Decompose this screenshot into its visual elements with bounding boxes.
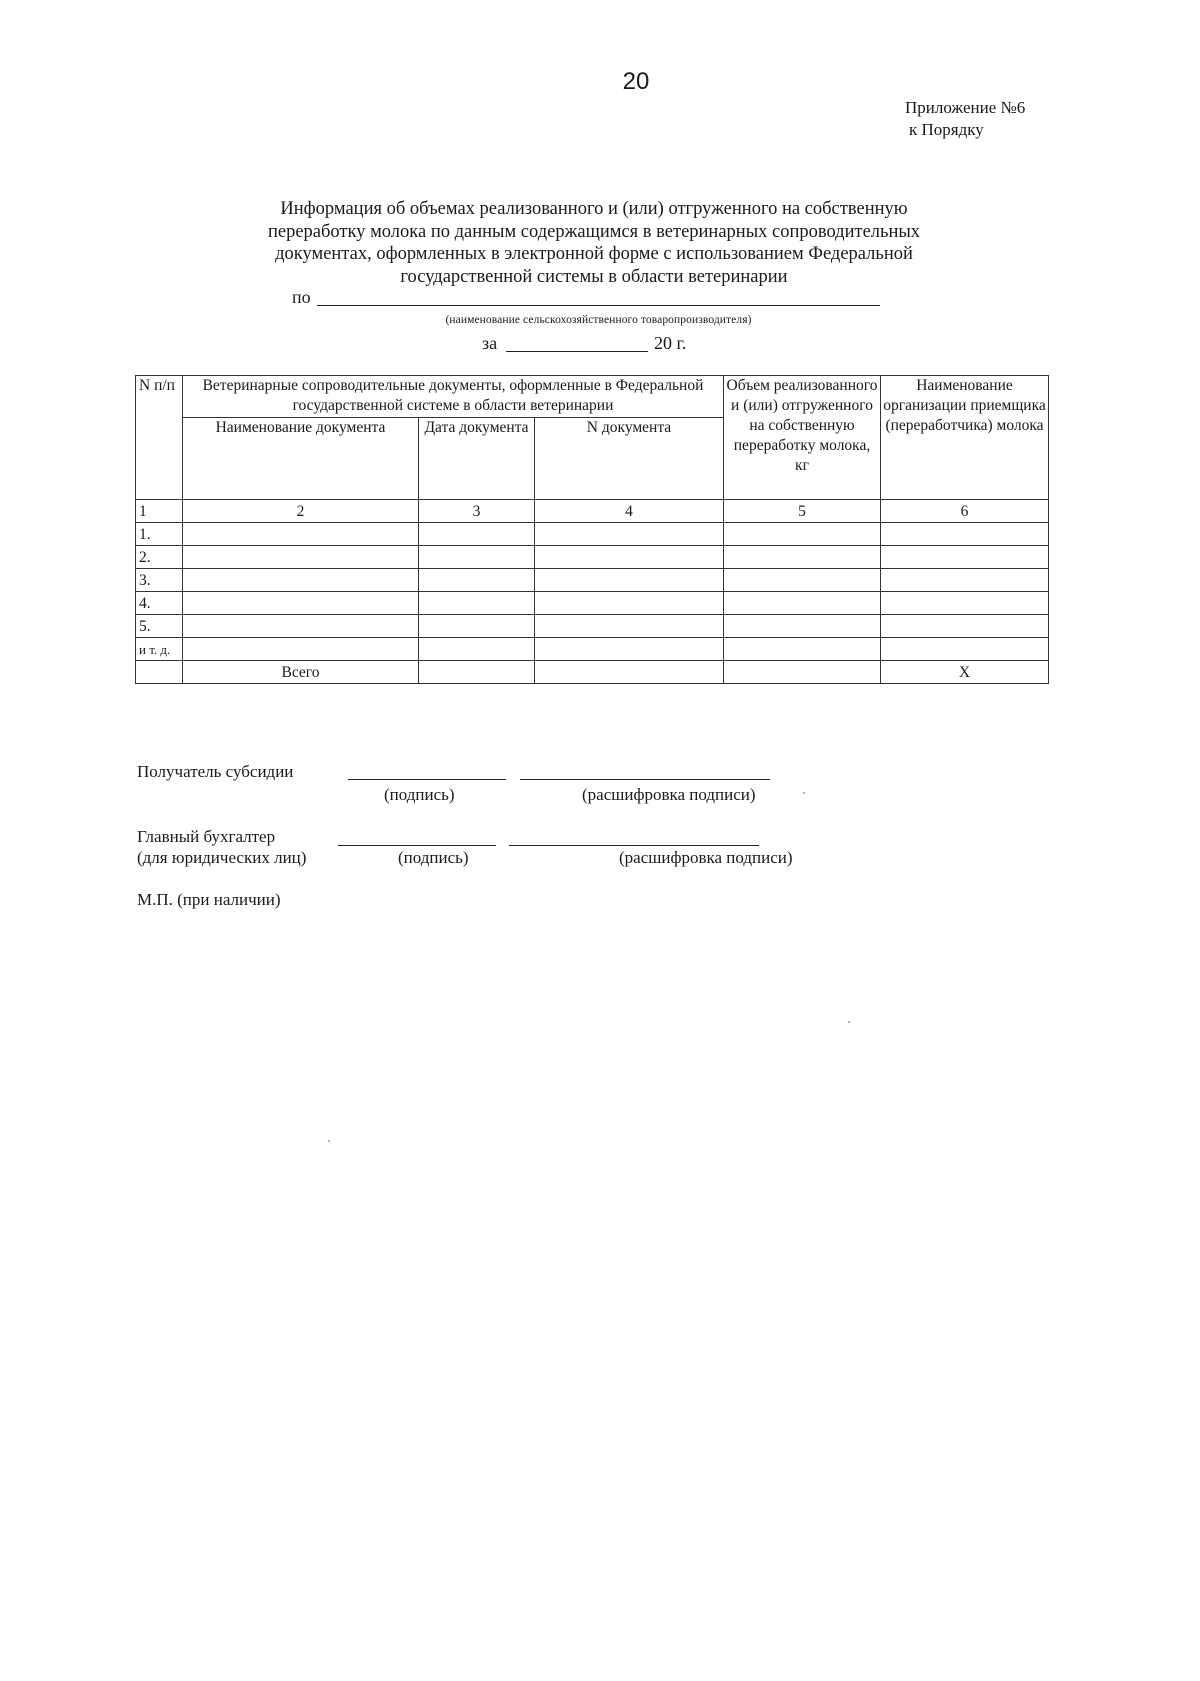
column-number: 5 — [724, 500, 881, 523]
cell-document-date[interactable] — [419, 523, 535, 546]
total-label: Всего — [183, 661, 419, 684]
cell-document-name[interactable] — [183, 546, 419, 569]
cell-document-name[interactable] — [183, 638, 419, 661]
cell-volume[interactable] — [724, 638, 881, 661]
recipient-decode-caption: (расшифровка подписи) — [582, 785, 756, 804]
cell-volume[interactable] — [724, 615, 881, 638]
stamp-label: М.П. (при наличии) — [137, 890, 281, 909]
header-document-date: Дата документа — [419, 418, 535, 500]
cell-receiver[interactable] — [881, 592, 1049, 615]
appendix-label — [905, 97, 1025, 141]
cell-volume[interactable] — [724, 569, 881, 592]
total-row — [136, 661, 1049, 684]
scan-speck — [328, 1140, 330, 1142]
producer-caption: (наименование сельскохозяйственного товаропроизводителя) — [445, 314, 752, 326]
cell-document-number[interactable] — [535, 523, 724, 546]
cell-document-date[interactable] — [419, 592, 535, 615]
header-receiver: Наименование организации приемщика (переработчика) молока — [881, 376, 1049, 500]
row-number: 2. — [136, 546, 183, 569]
appendix-number: Приложение №6 — [905, 98, 1026, 117]
accountant-decode-caption: (расшифровка подписи) — [619, 848, 793, 867]
cell-document-date[interactable] — [419, 638, 535, 661]
milk-volume-table — [135, 375, 1049, 684]
row-number: 5. — [136, 615, 183, 638]
column-number: 2 — [183, 500, 419, 523]
title-line: переработку молока по данным содержащимся в ветеринарных сопроводительных — [267, 221, 921, 242]
table-row — [136, 569, 1049, 592]
cell-document-number[interactable] — [535, 592, 724, 615]
accountant-decode-field[interactable] — [509, 845, 759, 846]
row-number: 1. — [136, 523, 183, 546]
cell-document-name[interactable] — [183, 523, 419, 546]
cell-document-number[interactable] — [535, 638, 724, 661]
cell-receiver[interactable] — [881, 615, 1049, 638]
row-number: и т. д. — [136, 638, 183, 661]
column-number: 1 — [136, 500, 183, 523]
column-number: 3 — [419, 500, 535, 523]
recipient-signature-field[interactable] — [348, 779, 506, 780]
cell-document-name[interactable] — [183, 592, 419, 615]
cell-document-number[interactable] — [535, 546, 724, 569]
cell-receiver[interactable] — [881, 569, 1049, 592]
accountant-label: Главный бухгалтер — [137, 827, 276, 846]
header-document-number: N документа — [535, 418, 724, 500]
cell-receiver[interactable] — [881, 523, 1049, 546]
appendix-reference: к Порядку — [909, 120, 984, 139]
cell-volume[interactable] — [724, 523, 881, 546]
cell-document-number[interactable] — [535, 615, 724, 638]
cell-document-number[interactable] — [535, 569, 724, 592]
cell-receiver[interactable] — [881, 638, 1049, 661]
cell-document-date[interactable] — [419, 615, 535, 638]
column-number-row — [136, 500, 1049, 523]
recipient-decode-field[interactable] — [520, 779, 770, 780]
table-row — [136, 523, 1049, 546]
producer-label: по — [292, 287, 311, 307]
column-number: 6 — [881, 500, 1049, 523]
cell-volume[interactable] — [724, 546, 881, 569]
cell-document-date[interactable] — [419, 569, 535, 592]
table-row — [136, 546, 1049, 569]
header-document-name: Наименование документа — [183, 418, 419, 500]
accountant-sublabel: (для юридических лиц) — [137, 848, 307, 867]
accountant-signature-caption: (подпись) — [398, 848, 469, 867]
column-number: 4 — [535, 500, 724, 523]
total-document-number — [535, 661, 724, 684]
cell-volume[interactable] — [724, 592, 881, 615]
cell-document-name[interactable] — [183, 615, 419, 638]
total-volume[interactable] — [724, 661, 881, 684]
cell-document-date[interactable] — [419, 546, 535, 569]
recipient-label: Получатель субсидии — [137, 762, 294, 781]
scan-speck — [848, 1021, 850, 1023]
period-label: за — [482, 333, 498, 353]
header-volume: Объем реализованного и (или) отгруженного на собственную переработку молока, кг — [724, 376, 881, 500]
producer-name-field[interactable] — [317, 305, 880, 306]
table-row — [136, 592, 1049, 615]
scan-speck — [803, 792, 805, 794]
document-title — [180, 198, 1008, 288]
total-receiver: X — [881, 661, 1049, 684]
period-field[interactable] — [506, 351, 648, 352]
total-document-date — [419, 661, 535, 684]
row-number: 4. — [136, 592, 183, 615]
total-row-number — [136, 661, 183, 684]
year-suffix: 20 г. — [654, 333, 687, 353]
cell-receiver[interactable] — [881, 546, 1049, 569]
row-number: 3. — [136, 569, 183, 592]
title-line: документах, оформленных в электронной форме с использованием Федеральной — [275, 244, 913, 264]
accountant-signature-field[interactable] — [338, 845, 496, 846]
header-row-number: N п/п — [136, 376, 183, 500]
table-row — [136, 638, 1049, 661]
cell-document-name[interactable] — [183, 569, 419, 592]
table-row — [136, 615, 1049, 638]
title-line: государственной системы в области ветеринарии — [400, 266, 788, 287]
page-number: 20 — [622, 68, 650, 95]
recipient-signature-caption: (подпись) — [384, 785, 455, 804]
title-line: Информация об объемах реализованного и (или) отгруженного на собственную — [280, 199, 908, 219]
header-vet-documents: Ветеринарные сопроводительные документы, оформленные в Федеральной государственной системе в области ветеринарии — [183, 376, 724, 418]
